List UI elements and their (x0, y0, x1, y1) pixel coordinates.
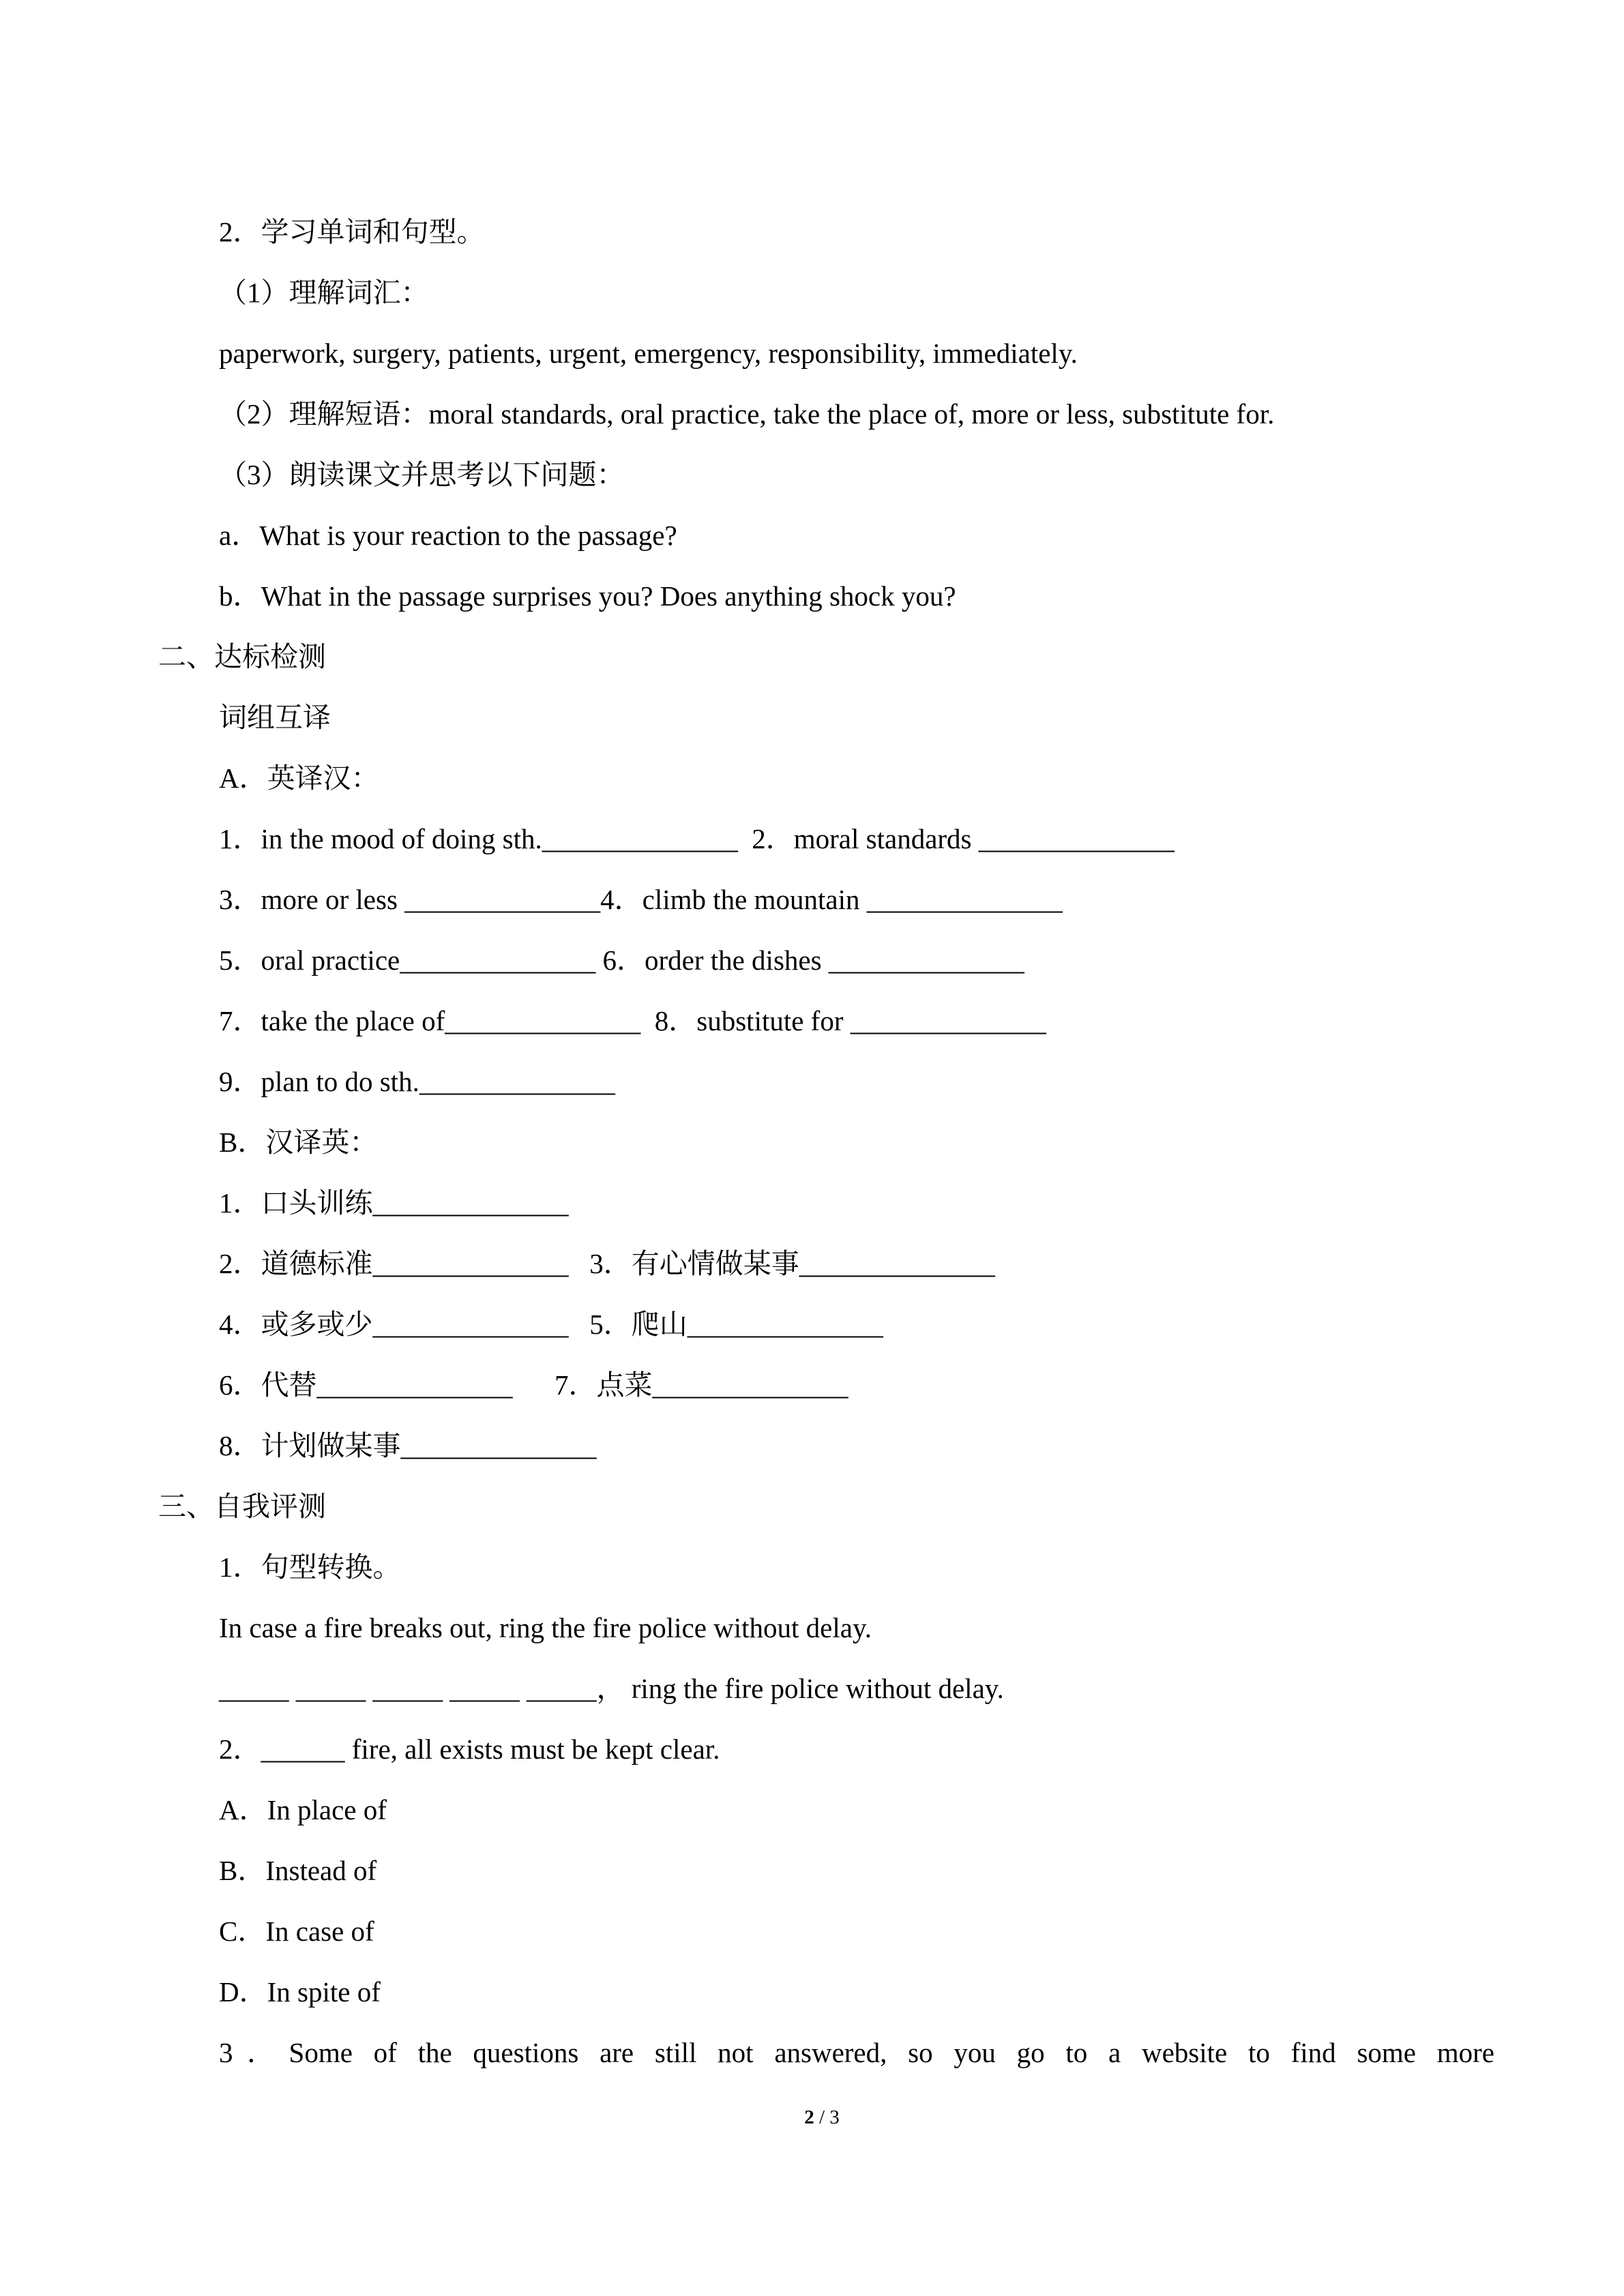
text-line: 3．more or less ______________4．climb the mountain ______________ (219, 884, 1063, 915)
text-line: C．In case of (219, 1915, 374, 1947)
text-line: 9．plan to do sth.______________ (219, 1066, 615, 1097)
text-line: 1．in the mood of doing sth.______________ 2．moral standards ______________ (219, 823, 1175, 854)
text-line: （2）理解短语：moral standards, oral practice, take the place of, more or less, substitute for. (219, 398, 1275, 430)
text-line: A．In place of (219, 1794, 387, 1825)
page-number-separator: / (814, 2106, 830, 2128)
text-line: 2．学习单词和句型。 (219, 216, 485, 248)
text-line: D．In spite of (219, 1976, 381, 2008)
text-line: 2．道德标准______________ 3．有心情做某事______________ (219, 1248, 995, 1279)
page-number-total: 3 (829, 2106, 840, 2128)
text-line: a．What is your reaction to the passage? (219, 520, 677, 551)
text-line: 6．代替______________ 7．点菜______________ (219, 1369, 848, 1401)
text-line: B．汉译英： (219, 1127, 378, 1158)
text-line: B．Instead of (219, 1855, 377, 1886)
text-line: 2．______ fire, all exists must be kept clear. (219, 1733, 720, 1765)
text-line: 1．口头训练______________ (219, 1187, 569, 1219)
page-number-current: 2 (804, 2106, 814, 2128)
text-line: In case a fire breaks out, ring the fire police without delay. (219, 1612, 872, 1643)
text-line: b．What in the passage surprises you? Does anything shock you? (219, 580, 956, 612)
text-line: 8．计划做某事______________ (219, 1430, 597, 1461)
section-heading: 三、自我评测 (158, 1491, 326, 1522)
text-line: 1．句型转换。 (219, 1551, 401, 1583)
text-line: _____ _____ _____ _____ _____， ring the fire police without delay. (219, 1673, 1004, 1704)
page-number (0, 2084, 1624, 2151)
text-line: （1）理解词汇： (219, 277, 429, 308)
text-line: 5．oral practice______________ 6．order the dishes ______________ (219, 944, 1024, 976)
text-line: paperwork, surgery, patients, urgent, emergency, responsibility, immediately. (219, 338, 1078, 369)
text-line: 4．或多或少______________ 5．爬山______________ (219, 1309, 883, 1340)
section-heading: 二、达标检测 (158, 641, 326, 672)
text-line: 词组互译 (219, 702, 331, 733)
text-line: 3．Some of the questions are still not answered, so you go to a website to find some more (219, 2037, 1494, 2068)
text-line: （3）朗读课文并思考以下问题： (219, 459, 625, 490)
text-line: 7．take the place of______________ 8．substitute for ______________ (219, 1005, 1046, 1037)
text-line: A．英译汉： (219, 762, 379, 794)
